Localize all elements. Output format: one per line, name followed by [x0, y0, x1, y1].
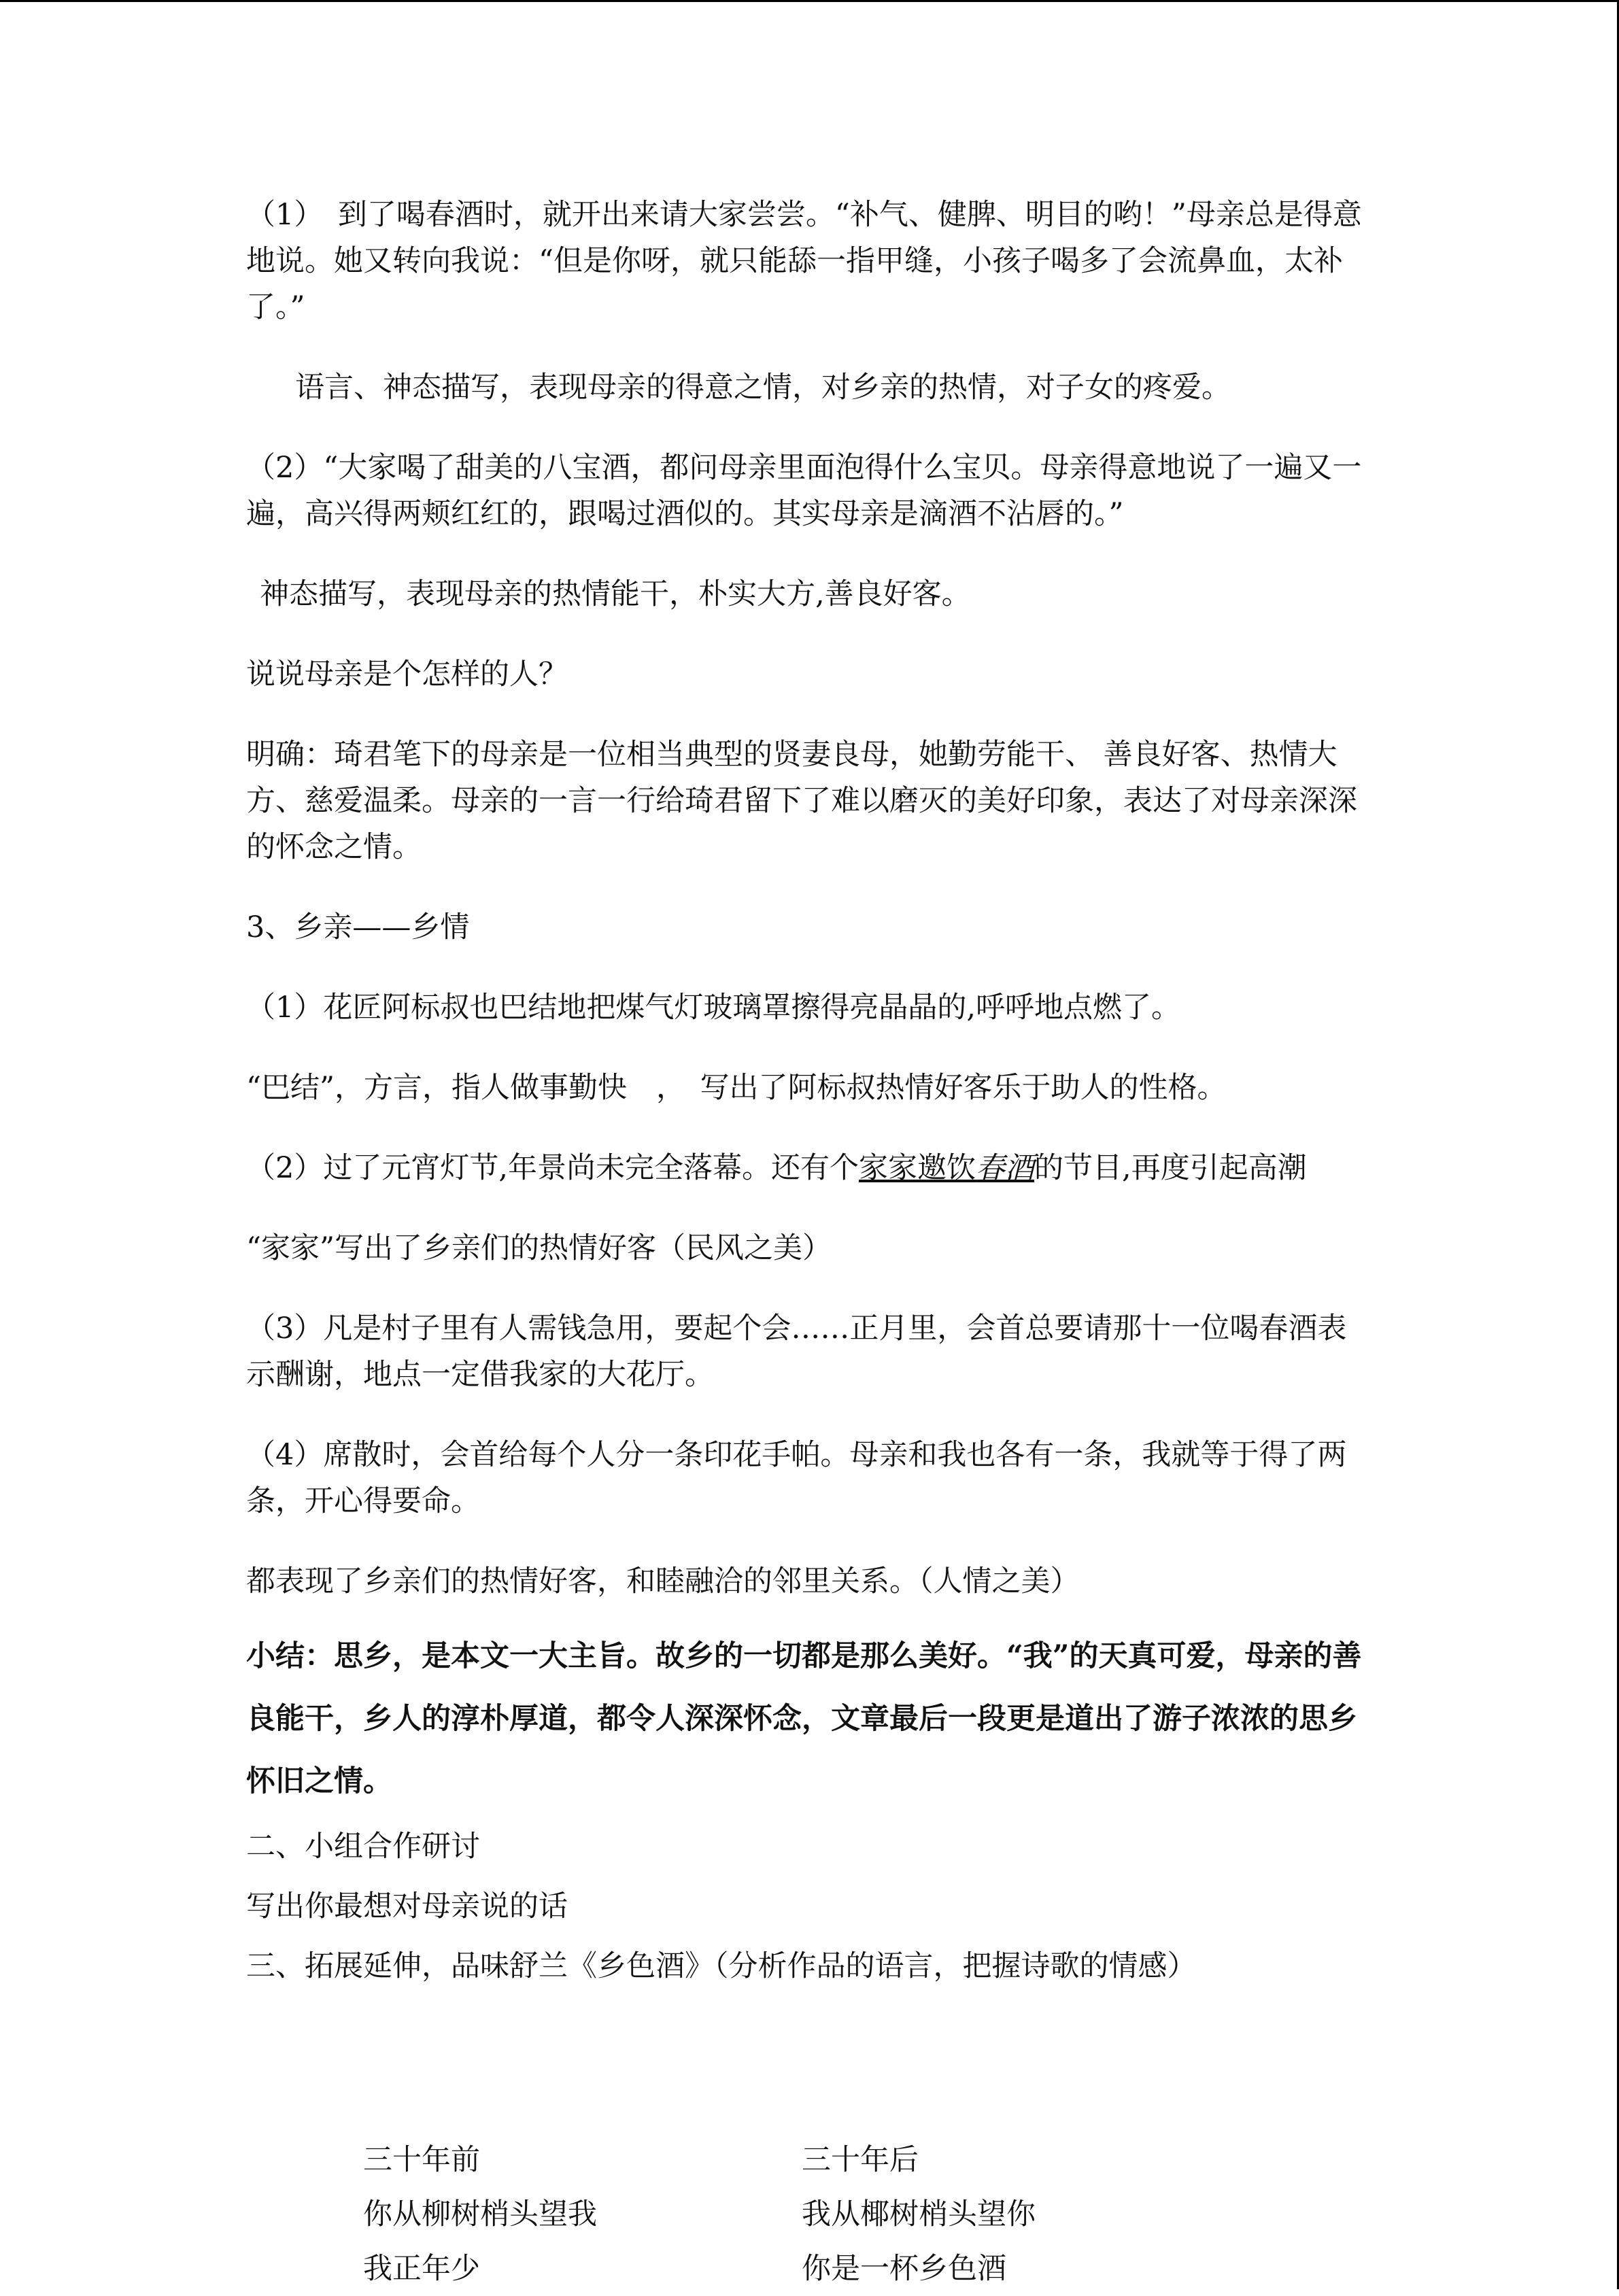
poem-right-column — [802, 2133, 1036, 2296]
poem-left-line: 我正年少 — [363, 2252, 480, 2286]
q2-quote: （2）“大家喝了甜美的八宝酒，都问母亲里面泡得什么宝贝。母亲得意地说了一遍又一遍，高兴得两颊红红的，跟喝过酒似的。其实母亲是滴酒不沾唇的。” — [246, 451, 1362, 531]
s3-item-3: （3）凡是村子里有人需钱急用，要起个会……正月里，会首总要请那十一位喝春酒表示酬谢，地点一定借我家的大花厅。 — [246, 1312, 1347, 1392]
s3-note-2: “家家”写出了乡亲们的热情好客（民风之美） — [246, 1231, 832, 1265]
conclusion: 小结：思乡，是本文一大主旨。故乡的一切都是那么美好。“我”的天真可爱，母亲的善良能干，乡人的淳朴厚道，都令人深深怀念，文章最后一段更是道出了游子浓浓的思乡怀旧之情。 — [246, 1639, 1362, 1798]
s3-item-2-end: 的节目,再度引起高潮 — [1034, 1151, 1307, 1185]
page-top-border — [0, 0, 1619, 2]
poem-right-line: 我从椰树梢头望你 — [802, 2197, 1036, 2231]
poem-left-column — [363, 2133, 597, 2296]
s3-item-2-underlined: 家家邀饮 — [859, 1151, 976, 1185]
s3-item-2-underlined-italic: 春酒 — [976, 1151, 1035, 1185]
q1-analysis: 语言、神态描写，表现母亲的得意之情，对乡亲的热情，对子女的疼爱。 — [295, 371, 1231, 405]
poem-right-line: 三十年后 — [802, 2143, 919, 2177]
q2-analysis: 神态描写，表现母亲的热情能干，朴实大方,善良好客。 — [260, 577, 971, 611]
s3-item-4: （4）席散时，会首给每个人分一条印花手帕。母亲和我也各有一条，我就等于得了两条，开心得要命。 — [246, 1438, 1347, 1518]
section-three-heading: 三、拓展延伸，品味舒兰《乡色酒》（分析作品的语言，把握诗歌的情感） — [246, 1949, 1197, 1983]
section-3-heading: 3、乡亲——乡情 — [246, 910, 470, 944]
section-two-heading: 二、小组合作研讨 — [246, 1830, 480, 1864]
document-body — [246, 192, 1375, 1996]
poem-left-line: 你从柳树梢头望我 — [363, 2197, 597, 2231]
s3-summary: 都表现了乡亲们的热情好客，和睦融洽的邻里关系。（人情之美） — [246, 1564, 1080, 1598]
s3-item-2-start: （2）过了元宵灯节,年景尚未完全落幕。还有个 — [246, 1151, 859, 1185]
q1-quote: （1） 到了喝春酒时，就开出来请大家尝尝。“补气、健脾、明目的哟！”母亲总是得意地说。她又转向我说：“但是你呀，就只能舔一指甲缝，小孩子喝多了会流鼻血，太补了。” — [246, 198, 1362, 324]
s3-note-1: “巴结”，方言，指人做事勤快 ， 写出了阿标叔热情好客乐于助人的性格。 — [246, 1071, 1227, 1105]
answer-mother: 明确：琦君笔下的母亲是一位相当典型的贤妻良母，她勤劳能干、 善良好客、热情大方、慈爱温柔。母亲的一言一行给琦君留下了难以磨灭的美好印象，表达了对母亲深深的怀念之情。 — [246, 738, 1357, 864]
section-two-task: 写出你最想对母亲说的话 — [246, 1889, 568, 1923]
question-mother: 说说母亲是个怎样的人？ — [246, 657, 568, 691]
poem-right-line: 你是一杯乡色酒 — [802, 2252, 1006, 2286]
poem-left-line: 三十年前 — [363, 2143, 480, 2177]
s3-item-2 — [246, 1145, 1375, 1191]
s3-item-1: （1）花匠阿标叔也巴结地把煤气灯玻璃罩擦得亮晶晶的,呼呼地点燃了。 — [246, 991, 1181, 1025]
